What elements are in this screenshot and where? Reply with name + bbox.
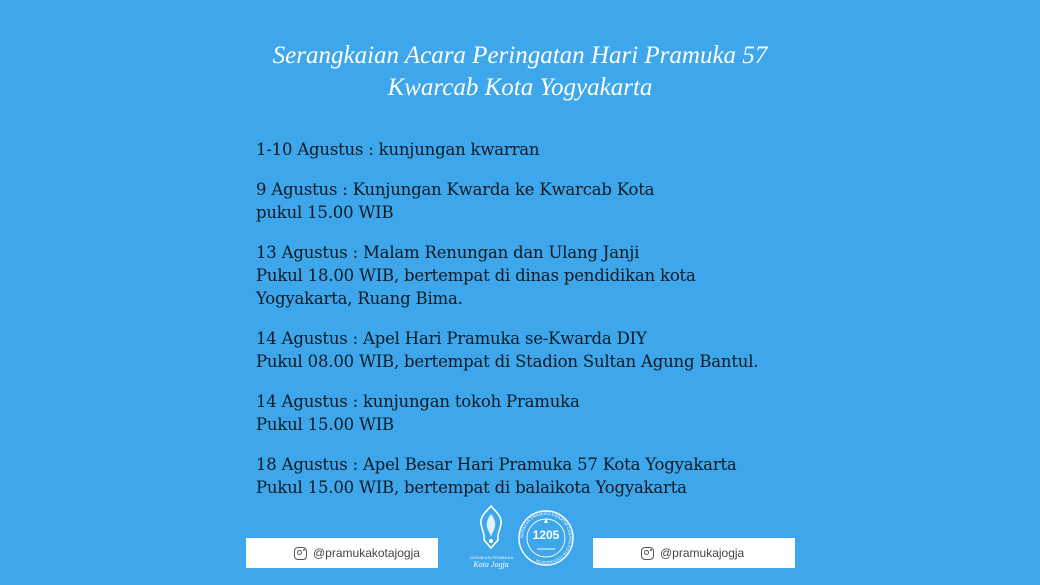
- event-line: Pukul 08.00 WIB, bertempat di Stadion Sultan Agung Bantul.: [256, 352, 759, 371]
- event-item: [256, 138, 816, 161]
- logo-left-script: Kota Jogja: [473, 560, 509, 569]
- seal-number: 1205: [532, 528, 560, 542]
- event-line: pukul 15.00 WIB: [256, 203, 394, 222]
- event-line: Pukul 15.00 WIB, bertempat di balaikota Yogyakarta: [256, 478, 687, 497]
- event-line: 1-10 Agustus : kunjungan kwarran: [256, 140, 540, 159]
- event-item: [256, 453, 816, 499]
- event-line: Pukul 18.00 WIB, bertempat di dinas pendidikan kota: [256, 266, 696, 285]
- poster-title: [0, 40, 1040, 104]
- instagram-right-badge[interactable]: [593, 538, 795, 568]
- event-item: [256, 241, 816, 310]
- instagram-icon: [641, 547, 654, 560]
- event-schedule: [256, 138, 816, 516]
- event-line: 9 Agustus : Kunjungan Kwarda ke Kwarcab Kota: [256, 180, 655, 199]
- svg-text:GERAKAN PRAMUKA KWARTIR CABANG: GERAKAN PRAMUKA KWARTIR CABANG KOTA YOGYAKARTA: [518, 510, 574, 566]
- instagram-left-badge[interactable]: [246, 538, 438, 568]
- kwarcab-seal-logo: [517, 509, 575, 567]
- event-item: [256, 390, 816, 436]
- event-line: Yogyakarta, Ruang Bima.: [256, 289, 463, 308]
- event-line: 14 Agustus : Apel Hari Pramuka se-Kwarda DIY: [256, 329, 647, 348]
- wayang-emblem-icon: [476, 504, 506, 550]
- event-line: 18 Agustus : Apel Besar Hari Pramuka 57 Kota Yogyakarta: [256, 455, 737, 474]
- event-line: 14 Agustus : kunjungan tokoh Pramuka: [256, 392, 580, 411]
- instagram-icon: [294, 547, 307, 560]
- event-line: 13 Agustus : Malam Renungan dan Ulang Janji: [256, 243, 640, 262]
- instagram-handle-left: @pramukakotajogja: [313, 546, 420, 560]
- title-line-1: Serangkaian Acara Peringatan Hari Pramuka 57: [272, 42, 768, 69]
- title-line-2: Kwarcab Kota Yogyakarta: [387, 74, 653, 101]
- pramuka-kota-jogja-logo: [470, 504, 512, 576]
- event-line: Pukul 15.00 WIB: [256, 415, 394, 434]
- event-item: [256, 327, 816, 373]
- event-item: [256, 178, 816, 224]
- logo-left-caption: GERAKAN PRAMUKA: [470, 555, 514, 560]
- instagram-handle-right: @pramukajogja: [660, 546, 745, 560]
